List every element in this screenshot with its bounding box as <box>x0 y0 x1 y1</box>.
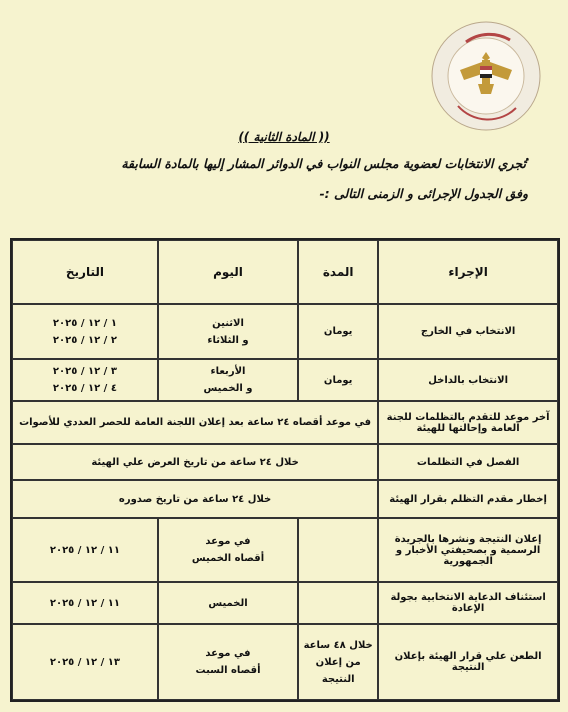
merged-timing-cell: خلال ٢٤ ساعة من تاريخ صدوره <box>12 480 378 518</box>
duration-cell <box>298 624 378 700</box>
procedure-cell: آخر موعد للتقدم بالتظلمات للجنة العامة وإحالتها للهيئة <box>378 401 558 444</box>
date-line: ٤ / ١٢ / ٢٠٢٥ <box>52 383 117 394</box>
table-row <box>12 480 558 518</box>
date-line: ١١ / ١٢ / ٢٠٢٥ <box>49 597 120 609</box>
intro-line-2: وفق الجدول الإجرائى و الزمنى التالى :- <box>319 186 528 201</box>
table-row <box>12 582 558 624</box>
day-line: أقصاه الخميس <box>191 553 265 564</box>
header-duration: المدة <box>298 240 378 304</box>
header-procedure: الإجراء <box>378 240 558 304</box>
duration-cell <box>298 582 378 624</box>
day-line: في موعد <box>205 648 251 659</box>
schedule-table <box>10 238 560 702</box>
day-cell <box>158 582 298 624</box>
table-row <box>12 304 558 359</box>
date-cell <box>12 582 158 624</box>
procedure-cell: الفصل في التظلمات <box>378 444 558 480</box>
day-line: و الخميس <box>203 383 253 394</box>
date-cell <box>12 359 158 401</box>
table-row <box>12 359 558 401</box>
duration-cell <box>298 518 378 582</box>
table-header-row <box>12 240 558 304</box>
date-cell <box>12 304 158 359</box>
national-election-authority-logo <box>430 20 542 132</box>
duration-line: خلال ٤٨ ساعة <box>303 639 373 651</box>
day-cell <box>158 518 298 582</box>
procedure-cell: إخطار مقدم التظلم بقرار الهيئة <box>378 480 558 518</box>
article-title: (( المادة الثانية )) <box>238 130 330 144</box>
procedure-cell: الانتخاب بالداخل <box>378 359 558 401</box>
duration-cell: يومان <box>298 304 378 359</box>
date-line: ٣ / ١٢ / ٢٠٢٥ <box>52 366 117 377</box>
duration-line: من إعلان <box>315 656 361 668</box>
procedure-cell: استئناف الدعاية الانتخابية بجولة الإعادة <box>378 582 558 624</box>
date-line: ١١ / ١٢ / ٢٠٢٥ <box>49 544 120 556</box>
table-row <box>12 518 558 582</box>
duration-line: النتيجة <box>321 673 355 685</box>
date-line: ١٣ / ١٢ / ٢٠٢٥ <box>49 656 120 668</box>
merged-timing-cell: خلال ٢٤ ساعة من تاريخ العرض علي الهيئة <box>12 444 378 480</box>
day-line: في موعد <box>205 536 251 547</box>
date-cell <box>12 518 158 582</box>
day-line: الخميس <box>208 597 248 609</box>
table-row <box>12 444 558 480</box>
procedure-cell: إعلان النتيجة ونشرها بالجريدة الرسمية و بصحيفتي الأخبار و الجمهورية <box>378 518 558 582</box>
intro-line-1: تُجري الانتخابات لعضوية مجلس النواب في الدوائر المشار إليها بالمادة السابقة <box>121 156 526 171</box>
day-line: أقصاه السبت <box>195 665 261 676</box>
date-line: ١ / ١٢ / ٢٠٢٥ <box>52 317 117 329</box>
day-cell <box>158 359 298 401</box>
day-line: الأربعاء <box>210 366 246 377</box>
date-line: ٢ / ١٢ / ٢٠٢٥ <box>52 334 117 346</box>
merged-timing-cell: في موعد أقصاه ٢٤ ساعة بعد إعلان اللجنة العامة للحصر العددي للأصوات <box>12 401 378 444</box>
table-row <box>12 401 558 444</box>
procedure-cell: الانتخاب في الخارج <box>378 304 558 359</box>
table-row <box>12 624 558 700</box>
duration-cell: يومان <box>298 359 378 401</box>
date-cell <box>12 624 158 700</box>
day-line: و الثلاثاء <box>207 334 249 346</box>
header-date: التاريخ <box>12 240 158 304</box>
header-day: اليوم <box>158 240 298 304</box>
day-cell <box>158 624 298 700</box>
day-line: الاثنين <box>212 317 244 329</box>
day-cell <box>158 304 298 359</box>
procedure-cell: الطعن علي قرار الهيئة بإعلان النتيجة <box>378 624 558 700</box>
